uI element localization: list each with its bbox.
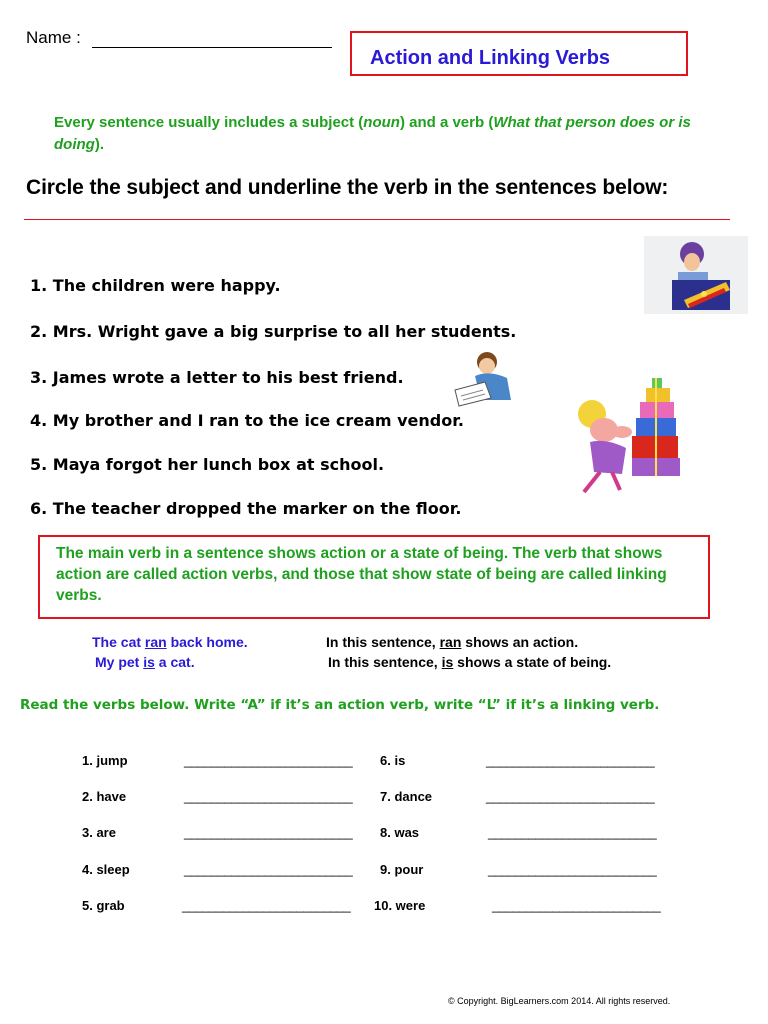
answer-blank-5[interactable]: _________________________ <box>182 898 351 913</box>
intro-part1: Every sentence usually includes a subject ( <box>54 114 364 131</box>
verb-item-7: 7. dance <box>380 789 433 804</box>
woman-with-gifts-clipart <box>570 374 700 498</box>
intro-part3: ). <box>94 136 104 153</box>
answer-blank-1[interactable]: _________________________ <box>184 753 353 768</box>
intro-what: What that person does or is doing <box>54 114 691 153</box>
explanation-part: shows a state of being. <box>453 654 612 670</box>
example-1 <box>92 634 248 650</box>
example-1-explanation <box>326 634 578 650</box>
answer-blank-2[interactable]: _________________________ <box>184 789 353 804</box>
intro-noun: noun <box>363 114 400 131</box>
explanation-verb: is <box>441 654 454 670</box>
verb-item-3: 3. are <box>82 825 116 840</box>
example-1-part: back home. <box>166 634 248 650</box>
verb-item-4: 4. sleep <box>82 862 130 877</box>
example-1-verb: ran <box>144 634 167 650</box>
example-2 <box>95 654 195 670</box>
example-2-explanation <box>328 654 611 670</box>
boy-writing-clipart <box>447 348 519 410</box>
answer-blank-6[interactable]: _________________________ <box>486 753 655 768</box>
verb-item-10: 10. were <box>374 898 426 913</box>
answer-blank-9[interactable]: _________________________ <box>488 862 657 877</box>
copyright-notice: © Copyright. BigLearners.com 2014. All rights reserved. <box>448 996 671 1006</box>
explanation-part: In this sentence, <box>326 634 440 650</box>
verb-item-8: 8. was <box>380 825 420 840</box>
intro-part2: ) and a verb ( <box>399 114 494 131</box>
note-text: The main verb in a sentence shows action or a state of being. The verb that shows action are called action verbs, and those that show state of being are called linking verbs. <box>56 545 667 604</box>
instruction-heading: Circle the subject and underline the verb in the sentences below: <box>26 176 669 199</box>
note-box <box>38 535 710 619</box>
answer-blank-3[interactable]: _________________________ <box>184 825 353 840</box>
verb-item-5: 5. grab <box>82 898 125 913</box>
verb-item-2: 2. have <box>82 789 127 804</box>
intro-text <box>54 112 744 156</box>
task-instruction: Read the verbs below. Write “A” if it’s an action verb, write “L” if it’s a linking verb. <box>20 697 660 713</box>
sentence-3: 3. James wrote a letter to his best friend. <box>30 368 404 387</box>
answer-blank-4[interactable]: _________________________ <box>184 862 353 877</box>
name-input-line[interactable] <box>92 31 332 48</box>
verb-item-6: 6. is <box>380 753 406 768</box>
example-2-verb: is <box>143 654 155 670</box>
example-1-part: The cat <box>92 634 145 650</box>
person-with-gift-clipart <box>644 236 748 314</box>
answer-blank-8[interactable]: _________________________ <box>488 825 657 840</box>
name-label: Name : <box>26 28 81 47</box>
explanation-part: In this sentence, <box>328 654 442 670</box>
example-2-part: a cat. <box>154 654 195 670</box>
sentence-2: 2. Mrs. Wright gave a big surprise to all her students. <box>30 322 517 341</box>
sentence-5: 5. Maya forgot her lunch box at school. <box>30 455 385 474</box>
name-row <box>26 28 332 48</box>
sentence-1: 1. The children were happy. <box>30 276 281 295</box>
title-box <box>350 31 688 76</box>
divider-line <box>24 219 730 220</box>
answer-blank-10[interactable]: _________________________ <box>492 898 661 913</box>
page-title: Action and Linking Verbs <box>370 47 611 69</box>
sentence-6: 6. The teacher dropped the marker on the floor. <box>30 499 462 518</box>
verb-item-9: 9. pour <box>380 862 424 877</box>
explanation-part: shows an action. <box>461 634 579 650</box>
explanation-verb: ran <box>439 634 462 650</box>
example-2-part: My pet <box>95 654 144 670</box>
verb-item-1: 1. jump <box>82 753 128 768</box>
answer-blank-7[interactable]: _________________________ <box>486 789 655 804</box>
sentence-4: 4. My brother and I ran to the ice cream vendor. <box>30 411 464 430</box>
